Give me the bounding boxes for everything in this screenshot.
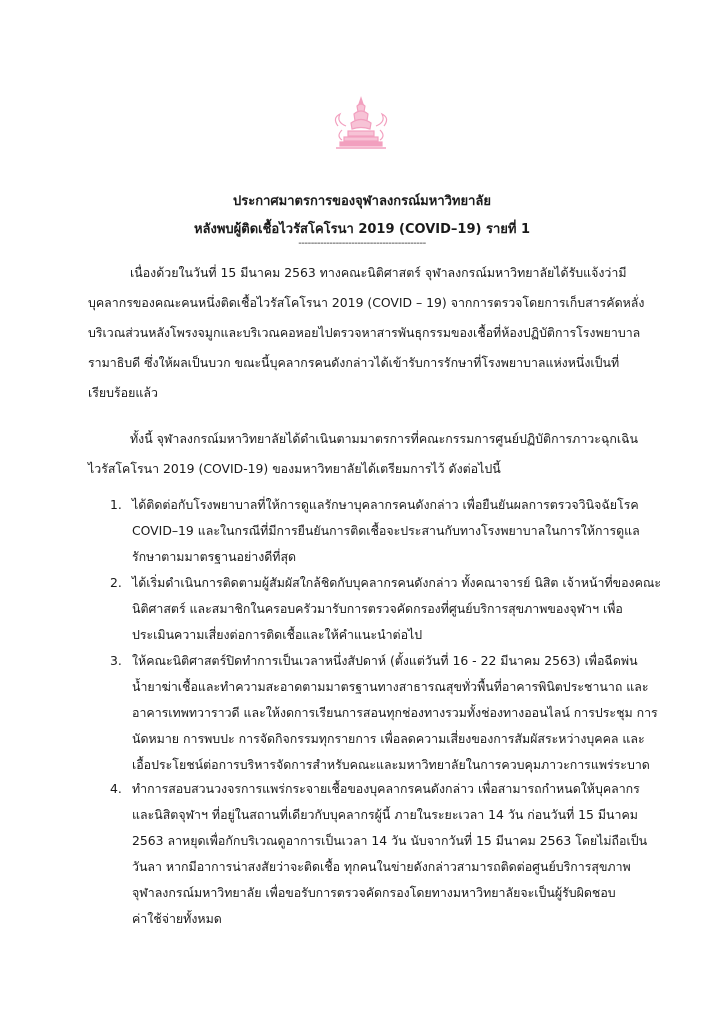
list-item-line: เอื้อประโยชน์ต่อการบริหารจัดการสำหรับคณะและมหาวิทยาลัยในการควบคุมภาวะการแพร่ระบาด	[132, 757, 650, 772]
chulalongkorn-phra-kiao-emblem-icon	[328, 96, 394, 152]
title-line-1: ประกาศมาตรการของจุฬาลงกรณ์มหาวิทยาลัย	[233, 194, 491, 209]
title-divider: -----------------------------------------	[298, 238, 426, 249]
list-item-number: 2.	[110, 575, 122, 590]
list-item-line: COVID–19 และในกรณีที่มีการยืนยันการติดเชื้อจะประสานกับทางโรงพยาบาลในการให้การดูแล	[132, 523, 640, 538]
paragraph1-line-4: รามาธิบดี ซึ่งให้ผลเป็นบวก ขณะนี้บุคลากรคนดังกล่าวได้เข้ารับการรักษาที่โรงพยาบาลแห่งหนึ่งเป็นที่	[88, 355, 620, 370]
list-item-line: น้ำยาฆ่าเชื้อและทำความสะอาดตามมาตรฐานทางสาธารณสุขทั่วพื้นที่อาคารพินิตประชานาถ และ	[132, 679, 649, 694]
list-item-number: 3.	[110, 653, 122, 668]
paragraph1-line-5: เรียบร้อยแล้ว	[88, 385, 158, 400]
list-item-line: นิติศาสตร์ และสมาชิกในครอบครัวมารับการตรวจคัดกรองที่ศูนย์บริการสุขภาพของจุฬาฯ เพื่อ	[132, 601, 623, 616]
list-item-line: รักษาตามมาตรฐานอย่างดีที่สุด	[132, 549, 297, 564]
list-item-number: 1.	[110, 497, 122, 512]
list-item-line: ได้ติดต่อกับโรงพยาบาลที่ให้การดูแลรักษาบุคลากรคนดังกล่าว เพื่อยืนยันผลการตรวจวินิจฉัยโรค	[132, 497, 639, 512]
list-item-line: จุฬาลงกรณ์มหาวิทยาลัย เพื่อขอรับการตรวจคัดกรองโดยทางมหาวิทยาลัยจะเป็นผู้รับผิดชอบ	[132, 885, 616, 900]
list-item-number: 4.	[110, 781, 122, 796]
paragraph1-line-3: บริเวณส่วนหลังโพรงจมูกและบริเวณคอหอยไปตรวจหาสารพันธุกรรมของเชื้อที่ห้องปฏิบัติการโรงพยาบาล	[88, 325, 641, 340]
paragraph2-line-2: ไวรัสโคโรนา 2019 (COVID-19) ของมหาวิทยาลัยได้เตรียมการไว้ ดังต่อไปนี้	[88, 461, 501, 476]
list-item-line: และนิสิตจุฬาฯ ที่อยู่ในสถานที่เดียวกับบุคลากรผู้นี้ ภายในระยะเวลา 14 วัน ก่อนวันที่ 15 มีนาคม	[132, 807, 638, 822]
paragraph2-line-1: ทั้งนี้ จุฬาลงกรณ์มหาวิทยาลัยได้ดำเนินตามมาตรการที่คณะกรรมการศูนย์ปฏิบัติการภาวะฉุกเฉิน	[130, 431, 639, 446]
paragraph1-line-2: บุคลากรของคณะคนหนึ่งติดเชื้อไวรัสโคโรนา 2019 (COVID – 19) จากการตรวจโดยการเก็บสารคัดหลั่ง	[88, 295, 645, 310]
list-item-line: ให้คณะนิติศาสตร์ปิดทำการเป็นเวลาหนึ่งสัปดาห์ (ตั้งแต่วันที่ 16 - 22 มีนาคม 2563) เพื่อฉีดพ่น	[132, 653, 638, 668]
list-item-line: ได้เริ่มดำเนินการติดตามผู้สัมผัสใกล้ชิดกับบุคลากรคนดังกล่าว ทั้งคณาจารย์ นิสิต เจ้าหน้าที่ของคณะ	[132, 575, 662, 590]
list-item-line: นัดหมาย การพบปะ การจัดกิจกรรมทุกรายการ เพื่อลดความเสี่ยงของการสัมผัสระหว่างบุคคล และ	[132, 731, 645, 746]
list-item-line: อาคารเทพทวาราวดี และให้งดการเรียนการสอนทุกช่องทางรวมทั้งช่องทางออนไลน์ การประชุม การ	[132, 705, 658, 720]
list-item-line: ประเมินความเสี่ยงต่อการติดเชื้อและให้คำแนะนำต่อไป	[132, 627, 423, 642]
list-item-line: ค่าใช้จ่ายทั้งหมด	[132, 911, 222, 926]
title-line-2: หลังพบผู้ติดเชื้อไวรัสโคโรนา 2019 (COVID–19) รายที่ 1	[193, 222, 531, 237]
list-item-line: วันลา หากมีอาการน่าสงสัยว่าจะติดเชื้อ ทุกคนในข่ายดังกล่าวสามารถติดต่อศูนย์บริการสุขภาพ	[132, 859, 631, 874]
list-item-line: 2563 ลาหยุดเพื่อกักบริเวณดูอาการเป็นเวลา 14 วัน นับจากวันที่ 15 มีนาคม 2563 โดยไม่ถือเป็น	[132, 833, 648, 848]
paragraph1-line-1: เนื่องด้วยในวันที่ 15 มีนาคม 2563 ทางคณะนิติศาสตร์ จุฬาลงกรณ์มหาวิทยาลัยได้รับแจ้งว่ามี	[130, 265, 627, 280]
list-item-line: ทำการสอบสวนวงจรการแพร่กระจายเชื้อของบุคลากรคนดังกล่าว เพื่อสามารถกำหนดให้บุคลากร	[132, 781, 640, 796]
